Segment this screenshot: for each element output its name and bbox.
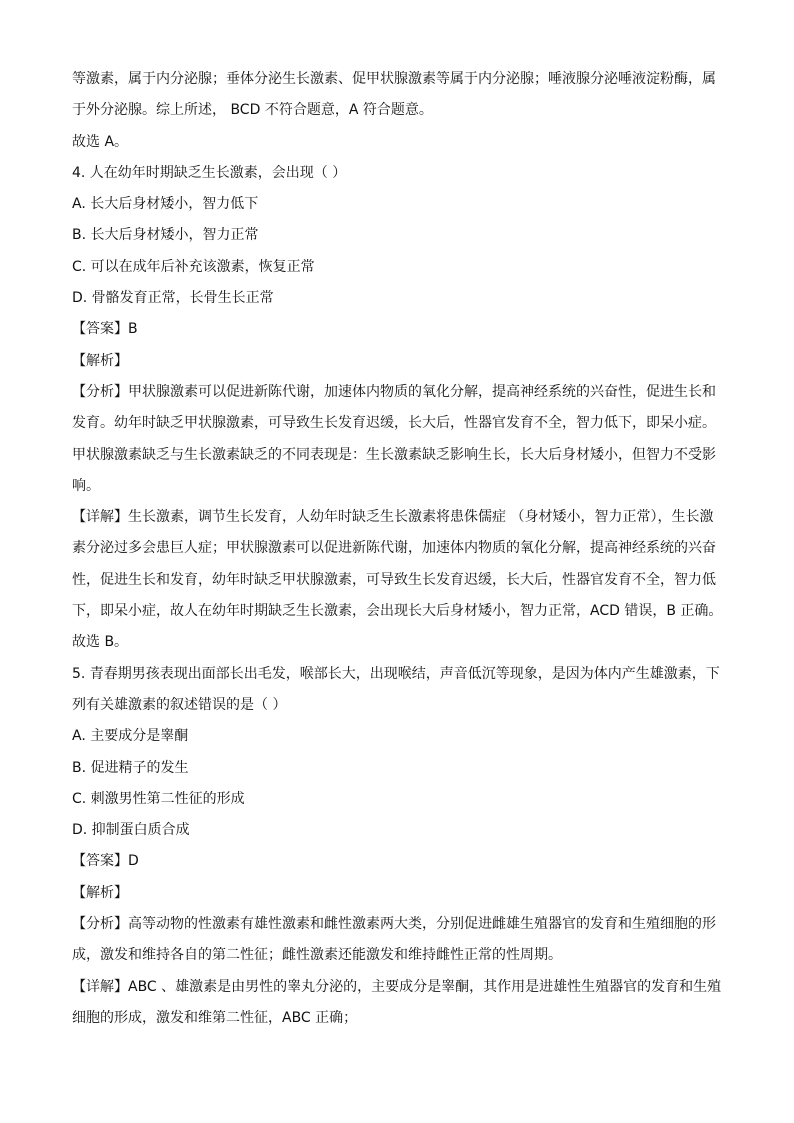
question-4-option-a: A. 长大后身材矮小，智力低下	[72, 196, 259, 213]
question-5-stem-cont: 列有关雄激素的叙述错误的是（ ）	[72, 696, 287, 713]
question-5-option-b: B. 促进精子的发生	[72, 759, 189, 776]
text-line: 等激素，属于内分泌腺；垂体分泌生长激素、促甲状腺激素等属于内分泌腺；唾液腺分泌唾液淀粉酶，属	[72, 71, 716, 87]
text-line: 发育。幼年时缺乏甲状腺激素，可导致生长发育迟缓，长大后，性器官发育不全，智力低下，即呆小症。	[72, 415, 716, 432]
text-line: 性，促进生长和发育，幼年时缺乏甲状腺激素，可导致生长发育迟缓，长大后，性器官发育不全，智力低	[72, 571, 716, 588]
text-line: 甲状腺激素缺乏与生长激素缺乏的不同表现是：生长激素缺乏影响生长，长大后身材矮小，但智力不受影	[72, 446, 716, 463]
text-line: 【详解】生长激素，调节生长发育，人幼年时缺乏生长激素将患侏儒症 （身材矮小，智力正常），生长激	[72, 509, 714, 526]
question-5-option-a: A. 主要成分是睾酮	[72, 728, 189, 745]
question-5-analysis-heading: 【解析】	[72, 884, 128, 901]
question-4-analysis-heading: 【解析】	[72, 352, 128, 369]
text-line: 【分析】高等动物的性激素有雄性激素和雌性激素两大类，分别促进雌雄生殖器官的发育和生殖细胞的形	[72, 916, 716, 933]
text-line: 于外分泌腺。综上所述， BCD 不符合题意，A 符合题意。	[72, 102, 433, 119]
text-line: 【详解】ABC 、雄激素是由男性的睾丸分泌的，主要成分是睾酮，其作用是进雄性生殖器官的发育和生殖	[72, 978, 722, 995]
question-4-option-c: C. 可以在成年后补充该激素，恢复正常	[72, 258, 315, 275]
text-line: 响。	[72, 477, 100, 494]
text-line: 下，即呆小症，故人在幼年时期缺乏生长激素，会出现长大后身材矮小，智力正常，ACD 错误，B 正确。	[72, 603, 723, 620]
question-5-answer: 【答案】D	[72, 853, 139, 870]
question-5-option-d: D. 抑制蛋白质合成	[72, 822, 190, 839]
text-line: 素分泌过多会患巨人症；甲状腺激素可以促进新陈代谢，加速体内物质的氧化分解，提高神经系统的兴奋	[72, 540, 716, 557]
question-5-stem: 5. 青春期男孩表现出面部长出毛发，喉部长大，出现喉结，声音低沉等现象，是因为体内产生雄激素，下	[72, 665, 720, 682]
question-5-option-c: C. 刺激男性第二性征的形成	[72, 790, 245, 807]
text-line: 故选 B。	[72, 634, 129, 651]
text-line: 细胞的形成，激发和维第二性征，ABC 正确；	[72, 1009, 358, 1026]
text-line: 故选 A。	[72, 133, 129, 150]
text-line: 【分析】甲状腺激素可以促进新陈代谢，加速体内物质的氧化分解，提高神经系统的兴奋性，促进生长和	[72, 383, 716, 400]
question-4-stem: 4. 人在幼年时期缺乏生长激素，会出现（ ）	[72, 164, 347, 181]
text-line: 成，激发和维持各自的第二性征；雌性激素还能激发和维持雌性正常的性周期。	[72, 947, 562, 964]
question-4-answer: 【答案】B	[72, 321, 138, 338]
question-4-option-b: B. 长大后身材矮小，智力正常	[72, 227, 259, 244]
question-4-option-d: D. 骨骼发育正常，长骨生长正常	[72, 290, 274, 307]
document-page	[72, 64, 722, 1034]
